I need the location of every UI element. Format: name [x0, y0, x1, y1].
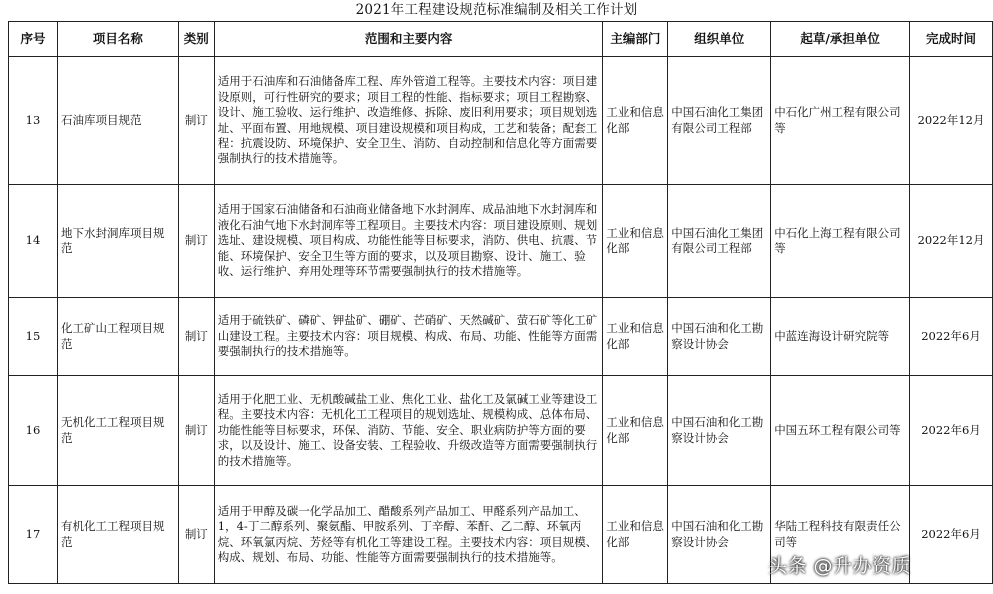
row-due: 2022年6月: [910, 376, 993, 486]
row-type: 制订: [178, 185, 214, 298]
row-name: 石油库项目规范: [57, 57, 178, 185]
row-dept: 工业和信息化部: [603, 298, 668, 376]
row-due: 2022年12月: [910, 185, 993, 298]
row-dept: 工业和信息化部: [603, 376, 668, 486]
row-org: 中国石油和化工勘察设计协会: [668, 486, 771, 584]
row-scope: 适用于石油库和石油储备库工程、库外管道工程等。主要技术内容：项目建设原则，可行性研究的要求；项目工程的性能、指标要求；项目工程勘察、设计、施工验收、运行维护、改造维修、拆除、废旧利用要求；项目规划选址、平面布置、用地规模、项目建设规模和项目构成，工艺和装备；配套工程：抗震设防、环境保护、安全卫生、消防、自动控制和信息化等方面需要强制执行的技术措施等。: [214, 57, 603, 185]
row-drafter: 中蓝连海设计研究院等: [771, 298, 910, 376]
row-dept: 工业和信息化部: [603, 57, 668, 185]
row-no: 13: [9, 57, 58, 185]
header-drafter: 起草/承担单位: [771, 22, 910, 57]
watermark: 头条 @升办资质: [768, 555, 912, 577]
row-no: 15: [9, 298, 58, 376]
row-dept: 工业和信息化部: [603, 486, 668, 584]
row-due: 2022年6月: [910, 298, 993, 376]
row-type: 制订: [178, 486, 214, 584]
table-row: [9, 298, 993, 376]
row-drafter: 中石化上海工程有限公司等: [771, 185, 910, 298]
row-due: 2022年6月: [910, 486, 993, 584]
row-name: 有机化工工程项目规范: [57, 486, 178, 584]
table-row: [9, 185, 993, 298]
row-type: 制订: [178, 376, 214, 486]
row-type: 制订: [178, 57, 214, 185]
document-title: 2021年工程建设规范标准编制及相关工作计划: [355, 2, 638, 18]
row-scope: 适用于化肥工业、无机酸碱盐工业、焦化工业、盐化工及氯碱工业等建设工程。主要技术内容：无机化工工程项目的规划选址、规模构成、总体布局、功能性能等目标要求，环保、消防、节能、安全、职业病防护等方面的要求，以及设计、施工、设备安装、工程验收、升级改造等方面需要强制执行的技术措施等。: [214, 376, 603, 486]
header-org: 组织单位: [668, 22, 771, 57]
table-row: [9, 376, 993, 486]
header-scope: 范围和主要内容: [214, 22, 603, 57]
row-scope: 适用于硫铁矿、磷矿、钾盐矿、硼矿、芒硝矿、天然碱矿、萤石矿等化工矿山建设工程。主要技术内容：项目规模、构成、布局、功能、性能等方面需要强制执行的技术措施等。: [214, 298, 603, 376]
row-name: 无机化工工程项目规范: [57, 376, 178, 486]
row-type: 制订: [178, 298, 214, 376]
row-drafter: 中国五环工程有限公司等: [771, 376, 910, 486]
row-drafter: 华陆工程科技有限责任公司等: [771, 486, 910, 584]
header-due: 完成时间: [910, 22, 993, 57]
row-org: 中国石油和化工勘察设计协会: [668, 376, 771, 486]
table-row: [9, 57, 993, 185]
row-org: 中国石油化工集团有限公司工程部: [668, 57, 771, 185]
plan-table: [8, 21, 993, 584]
row-scope: 适用于国家石油储备和石油商业储备地下水封洞库、成品油地下水封洞库和液化石油气地下水封洞库等工程项目。主要技术内容：项目建设原则、规划选址、建设规模、项目构成、功能性能等目标要求，消防、供电、抗震、节能、环境保护、安全卫生等方面的要求，以及项目勘察、设计、施工、验收、运行维护、弃用处理等环节需要强制执行的技术措施等。: [214, 185, 603, 298]
header-dept: 主编部门: [603, 22, 668, 57]
row-org: 中国石油和化工勘察设计协会: [668, 298, 771, 376]
row-dept: 工业和信息化部: [603, 185, 668, 298]
header-name: 项目名称: [57, 22, 178, 57]
header-type: 类别: [178, 22, 214, 57]
row-no: 17: [9, 486, 58, 584]
row-due: 2022年12月: [910, 57, 993, 185]
row-scope: 适用于甲醇及碳一化学品加工、醋酸系列产品加工、甲醛系列产品加工、1，4-丁二醇系列、聚氨酯、甲胺系列、丁辛醇、苯酐、乙二醇、环氧丙烷、环氧氯丙烷、芳烃等有机化工等建设工程。主要技术内容：项目规模、构成、规划、布局、功能、性能等方面需要强制执行的技术措施等。: [214, 486, 603, 584]
row-name: 地下水封洞库项目规范: [57, 185, 178, 298]
row-org: 中国石油化工集团有限公司工程部: [668, 185, 771, 298]
row-drafter: 中石化广州工程有限公司等: [771, 57, 910, 185]
header-row: [9, 22, 993, 57]
row-no: 16: [9, 376, 58, 486]
row-name: 化工矿山工程项目规范: [57, 298, 178, 376]
header-no: 序号: [9, 22, 58, 57]
row-no: 14: [9, 185, 58, 298]
